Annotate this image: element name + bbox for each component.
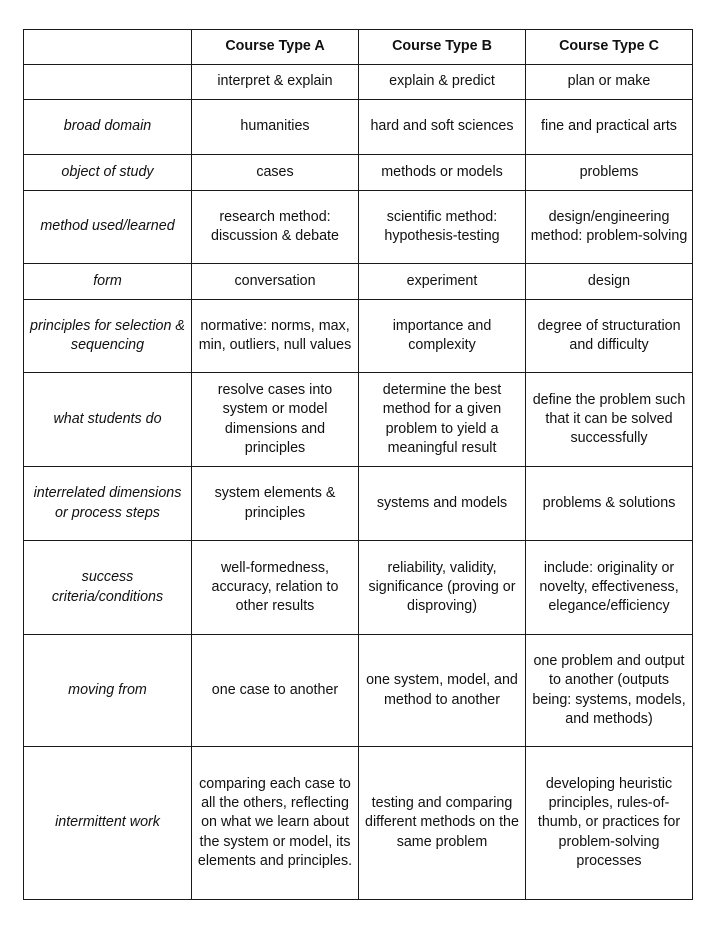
cell-type-a: conversation (192, 264, 359, 300)
course-types-table (23, 29, 693, 900)
row-label: method used/learned (24, 191, 192, 264)
table-row (24, 300, 693, 373)
table-row (24, 264, 693, 300)
cell-type-c: include: originality or novelty, effectiveness, elegance/efficiency (526, 541, 693, 635)
cell-type-b: hard and soft sciences (359, 100, 526, 155)
cell-type-c: plan or make (526, 65, 693, 100)
table-row (24, 635, 693, 747)
cell-type-a: cases (192, 155, 359, 191)
cell-type-c: fine and practical arts (526, 100, 693, 155)
row-label: moving from (24, 635, 192, 747)
table-row (24, 65, 693, 100)
cell-type-b: scientific method: hypothesis-testing (359, 191, 526, 264)
cell-type-b: importance and complexity (359, 300, 526, 373)
cell-type-b: testing and comparing different methods on the same problem (359, 747, 526, 900)
header-course-type-b: Course Type B (359, 30, 526, 65)
table-row (24, 747, 693, 900)
row-label (24, 65, 192, 100)
cell-type-c: design/engineering method: problem-solving (526, 191, 693, 264)
cell-type-a: humanities (192, 100, 359, 155)
cell-type-a: normative: norms, max, min, outliers, null values (192, 300, 359, 373)
row-label: what students do (24, 373, 192, 467)
cell-type-b: experiment (359, 264, 526, 300)
cell-type-c: define the problem such that it can be solved successfully (526, 373, 693, 467)
corner-cell (24, 30, 192, 65)
row-label: principles for selection & sequencing (24, 300, 192, 373)
cell-type-a: resolve cases into system or model dimensions and principles (192, 373, 359, 467)
header-row (24, 30, 693, 65)
cell-type-a: well-formedness, accuracy, relation to other results (192, 541, 359, 635)
cell-type-c: one problem and output to another (outputs being: systems, models, and methods) (526, 635, 693, 747)
table-row (24, 541, 693, 635)
header-course-type-c: Course Type C (526, 30, 693, 65)
cell-type-c: problems & solutions (526, 467, 693, 541)
row-label: object of study (24, 155, 192, 191)
cell-type-b: determine the best method for a given problem to yield a meaningful result (359, 373, 526, 467)
table-row (24, 100, 693, 155)
cell-type-c: problems (526, 155, 693, 191)
row-label: broad domain (24, 100, 192, 155)
cell-type-b: reliability, validity, significance (proving or disproving) (359, 541, 526, 635)
cell-type-b: one system, model, and method to another (359, 635, 526, 747)
cell-type-a: interpret & explain (192, 65, 359, 100)
cell-type-a: system elements & principles (192, 467, 359, 541)
row-label: form (24, 264, 192, 300)
row-label: interrelated dimensions or process steps (24, 467, 192, 541)
row-label: success criteria/conditions (24, 541, 192, 635)
row-label: intermittent work (24, 747, 192, 900)
cell-type-b: methods or models (359, 155, 526, 191)
header-course-type-a: Course Type A (192, 30, 359, 65)
cell-type-b: explain & predict (359, 65, 526, 100)
table-row (24, 467, 693, 541)
cell-type-a: comparing each case to all the others, reflecting on what we learn about the system or model, its elements and principles. (192, 747, 359, 900)
table-row (24, 155, 693, 191)
cell-type-b: systems and models (359, 467, 526, 541)
table-row (24, 191, 693, 264)
table-row (24, 373, 693, 467)
cell-type-c: developing heuristic principles, rules-of-thumb, or practices for problem-solving processes (526, 747, 693, 900)
cell-type-a: one case to another (192, 635, 359, 747)
cell-type-a: research method: discussion & debate (192, 191, 359, 264)
cell-type-c: degree of structuration and difficulty (526, 300, 693, 373)
cell-type-c: design (526, 264, 693, 300)
